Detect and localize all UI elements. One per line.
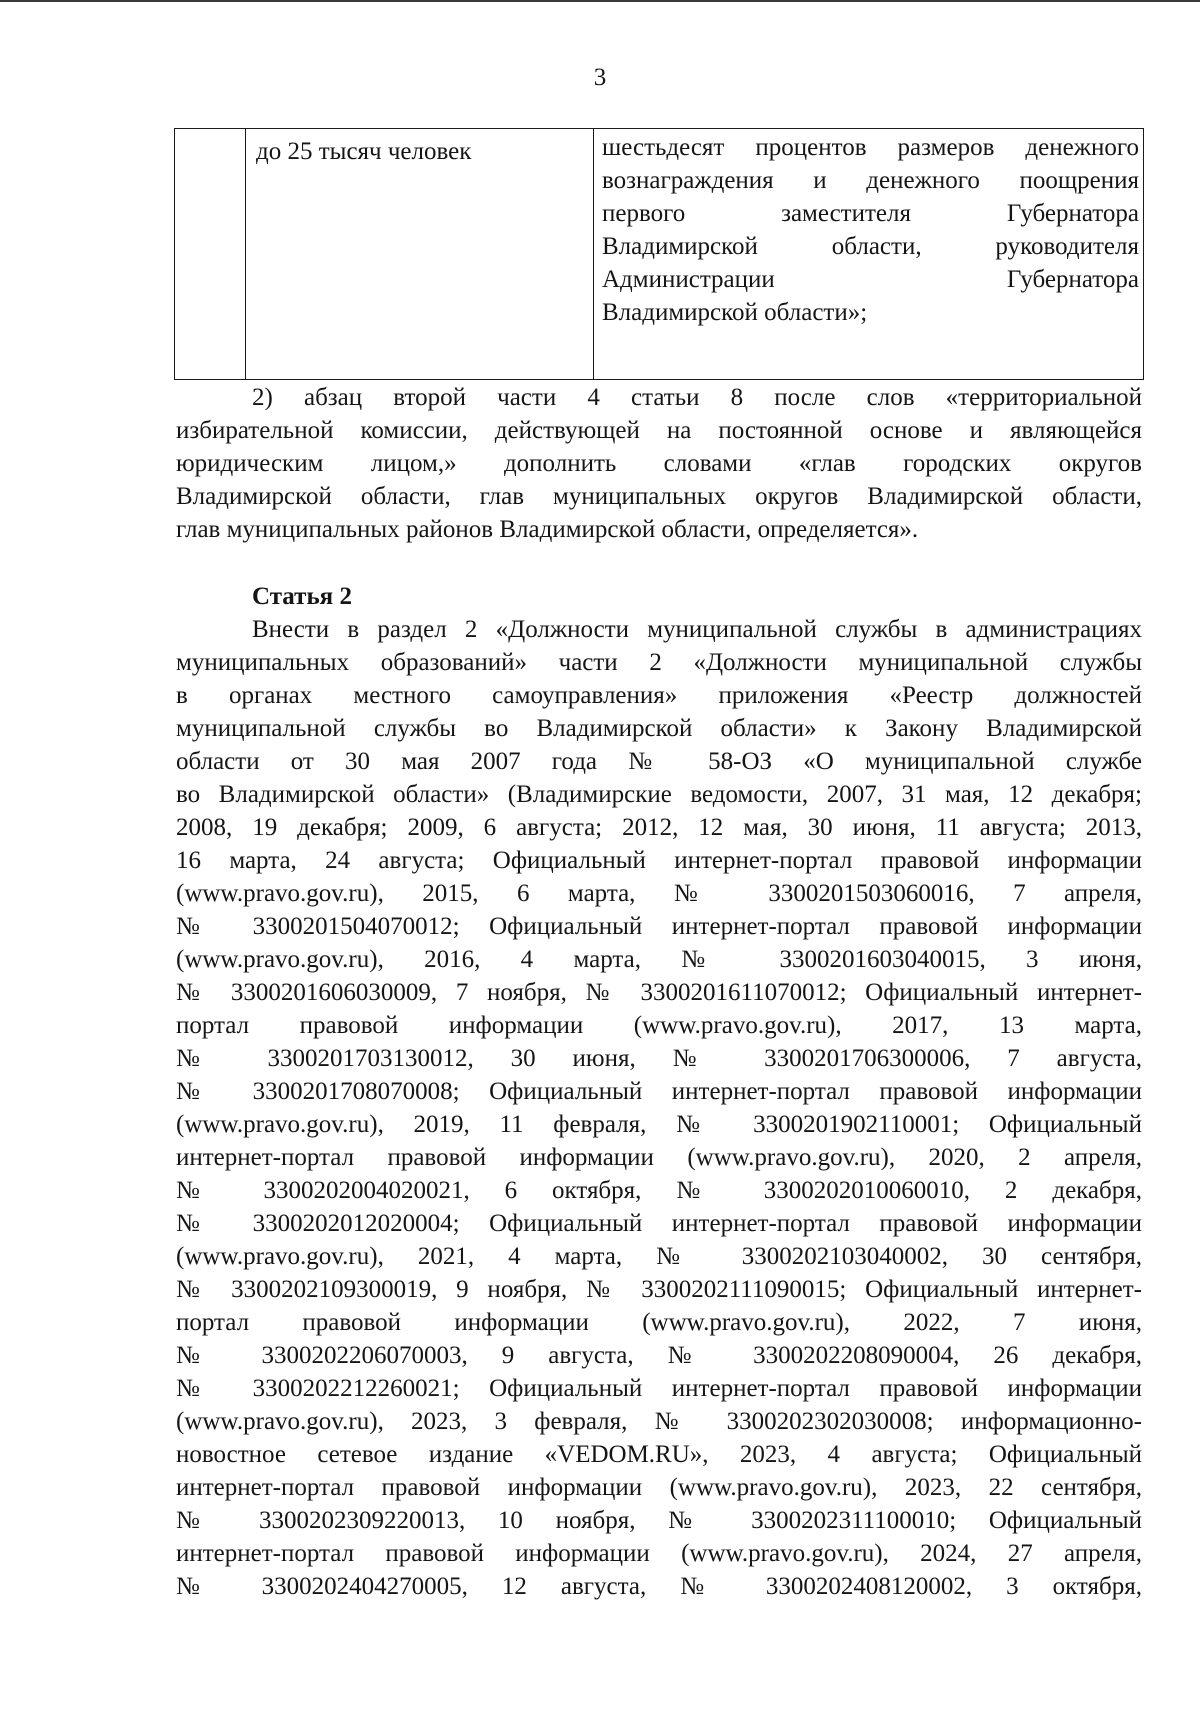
article-line: 16 марта, 24 августа; Официальный интернет-портал правовой информации — [176, 847, 1142, 874]
paragraph-line: Владимирской области, глав муниципальных округов Владимирской области, — [176, 483, 1142, 510]
amount-line: Владимирской области»; — [602, 299, 868, 326]
article-line: портал правовой информации (www.pravo.gov.ru), 2017, 13 марта, — [176, 1012, 1142, 1039]
article-line: Внести в раздел 2 «Должности муниципальной службы в администрациях — [252, 616, 1142, 643]
amount-line: Администрации Губернатора — [602, 266, 1139, 293]
article-2-text — [176, 613, 1142, 1603]
article-line: № 3300201504070012; Официальный интернет-портал правовой информации — [176, 913, 1142, 940]
table-cell-number — [175, 129, 246, 380]
table-cell-population: до 25 тысяч человек — [246, 129, 594, 380]
article-line: № 3300201708070008; Официальный интернет-портал правовой информации — [176, 1078, 1142, 1105]
article-line: интернет-портал правовой информации (www.pravo.gov.ru), 2023, 22 сентября, — [176, 1474, 1142, 1501]
article-line: № 3300202012020004; Официальный интернет-портал правовой информации — [176, 1210, 1142, 1237]
article-line: муниципальной службы во Владимирской области» к Закону Владимирской — [176, 715, 1142, 742]
amount-line: Владимирской области, руководителя — [602, 233, 1139, 260]
article-line: 2008, 19 декабря; 2009, 6 августа; 2012, 12 мая, 30 июня, 11 августа; 2013, — [176, 814, 1142, 841]
amendment-paragraph-2 — [176, 381, 1142, 546]
article-line: № 3300202109300019, 9 ноября, № 3300202111090015; Официальный интернет- — [176, 1276, 1142, 1303]
article-line: во Владимирской области» (Владимирские ведомости, 2007, 31 мая, 12 декабря; — [176, 781, 1142, 808]
article-line: № 3300201703130012, 30 июня, № 3300201706300006, 7 августа, — [176, 1045, 1142, 1072]
article-line: интернет-портал правовой информации (www.pravo.gov.ru), 2024, 27 апреля, — [176, 1540, 1142, 1567]
article-line: № 3300202206070003, 9 августа, № 3300202208090004, 26 декабря, — [176, 1342, 1142, 1369]
article-line: № 3300201606030009, 7 ноября, № 3300201611070012; Официальный интернет- — [176, 979, 1142, 1006]
article-line: (www.pravo.gov.ru), 2021, 4 марта, № 3300202103040002, 30 сентября, — [176, 1243, 1142, 1270]
article-line: (www.pravo.gov.ru), 2016, 4 марта, № 3300201603040015, 3 июня, — [176, 946, 1142, 973]
article-line: № 3300202004020021, 6 октября, № 3300202010060010, 2 декабря, — [176, 1177, 1142, 1204]
article-line: в органах местного самоуправления» приложения «Реестр должностей — [176, 682, 1142, 709]
amount-line: вознаграждения и денежного поощрения — [602, 167, 1139, 194]
article-line: области от 30 мая 2007 года № 58-ОЗ «О муниципальной службе — [176, 748, 1142, 775]
article-heading: Статья 2 — [252, 583, 352, 610]
scan-edge-line — [0, 0, 1200, 2]
article-line: (www.pravo.gov.ru), 2023, 3 февраля, № 3300202302030008; информационно- — [176, 1408, 1142, 1435]
amount-line: первого заместителя Губернатора — [602, 200, 1139, 227]
paragraph-line: 2) абзац второй части 4 статьи 8 после слов «территориальной — [252, 384, 1142, 411]
article-line: муниципальных образований» части 2 «Должности муниципальной службы — [176, 649, 1142, 676]
article-line: интернет-портал правовой информации (www.pravo.gov.ru), 2020, 2 апреля, — [176, 1144, 1142, 1171]
paragraph-line: юридическим лицом,» дополнить словами «глав городских округов — [176, 450, 1142, 477]
article-line: портал правовой информации (www.pravo.gov.ru), 2022, 7 июня, — [176, 1309, 1142, 1336]
table-cell-amount — [594, 129, 1144, 380]
article-line: № 3300202404270005, 12 августа, № 3300202408120002, 3 октября, — [176, 1573, 1142, 1600]
article-line: новостное сетевое издание «VEDOM.RU», 2023, 4 августа; Официальный — [176, 1441, 1142, 1468]
page-number: 3 — [593, 64, 607, 91]
article-line: № 3300202212260021; Официальный интернет-портал правовой информации — [176, 1375, 1142, 1402]
paragraph-line: глав муниципальных районов Владимирской области, определяется». — [176, 516, 919, 543]
positions-table — [174, 128, 1144, 380]
table-row — [175, 129, 1144, 380]
article-line: (www.pravo.gov.ru), 2019, 11 февраля, № 3300201902110001; Официальный — [176, 1111, 1142, 1138]
article-line: № 3300202309220013, 10 ноября, № 3300202311100010; Официальный — [176, 1507, 1142, 1534]
amount-line: шестьдесят процентов размеров денежного — [602, 134, 1139, 161]
article-line: (www.pravo.gov.ru), 2015, 6 марта, № 3300201503060016, 7 апреля, — [176, 880, 1142, 907]
paragraph-line: избирательной комиссии, действующей на постоянной основе и являющейся — [176, 417, 1142, 444]
